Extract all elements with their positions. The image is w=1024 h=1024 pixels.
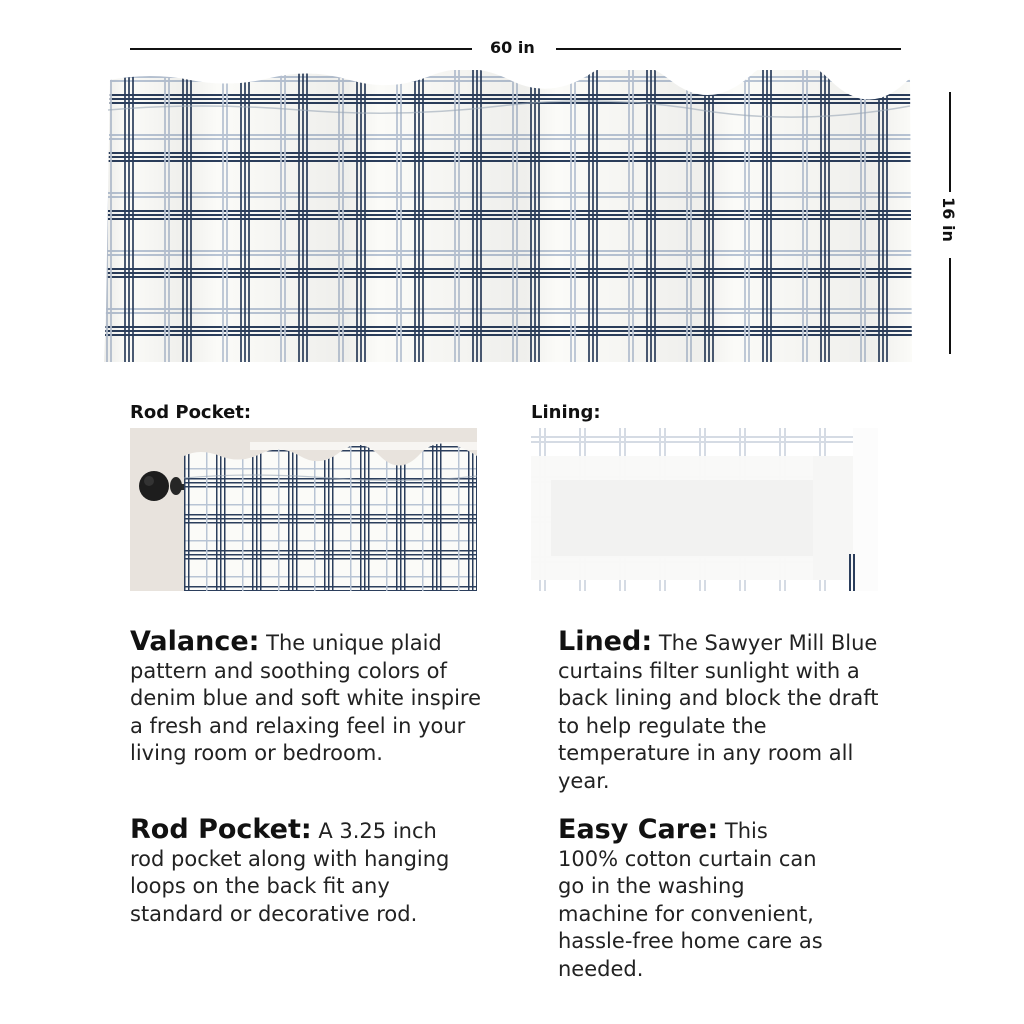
lining-panel-title: Lining: — [531, 402, 601, 423]
feature-easy-care-text: This 100% cotton curtain can go in the washing machine for convenient, hassle-free home care as needed. — [558, 819, 823, 981]
feature-easy-care — [558, 816, 823, 983]
width-dimension-line-right — [556, 48, 901, 50]
rod-pocket-panel-title: Rod Pocket: — [130, 402, 252, 423]
feature-valance-text: The unique plaid pattern and soothing colors of denim blue and soft white inspire a fresh and relaxing feel in your living room or bedroom. — [130, 631, 481, 765]
lining-photo — [531, 428, 878, 591]
feature-rod-pocket-text: A 3.25 inch rod pocket along with hanging loops on the back fit any standard or decorative rod. — [130, 819, 450, 926]
valance-image — [100, 70, 912, 366]
height-dimension-label: 16 in — [938, 197, 958, 242]
rod-pocket-photo — [130, 428, 477, 591]
feature-lined — [558, 628, 903, 795]
width-dimension-label: 60 in — [490, 38, 535, 57]
height-dimension-line-bottom — [949, 258, 951, 354]
feature-valance-heading: Valance: — [130, 626, 260, 657]
height-dimension-line-top — [949, 92, 951, 192]
width-dimension-line-left — [130, 48, 472, 50]
feature-valance — [130, 628, 490, 768]
feature-lined-heading: Lined: — [558, 626, 653, 657]
feature-rod-pocket-heading: Rod Pocket: — [130, 814, 312, 845]
feature-easy-care-heading: Easy Care: — [558, 814, 719, 845]
feature-lined-text: The Sawyer Mill Blue curtains filter sunlight with a back lining and block the draft to help regulate the temperature in any room all year. — [558, 631, 879, 793]
feature-rod-pocket — [130, 816, 475, 928]
